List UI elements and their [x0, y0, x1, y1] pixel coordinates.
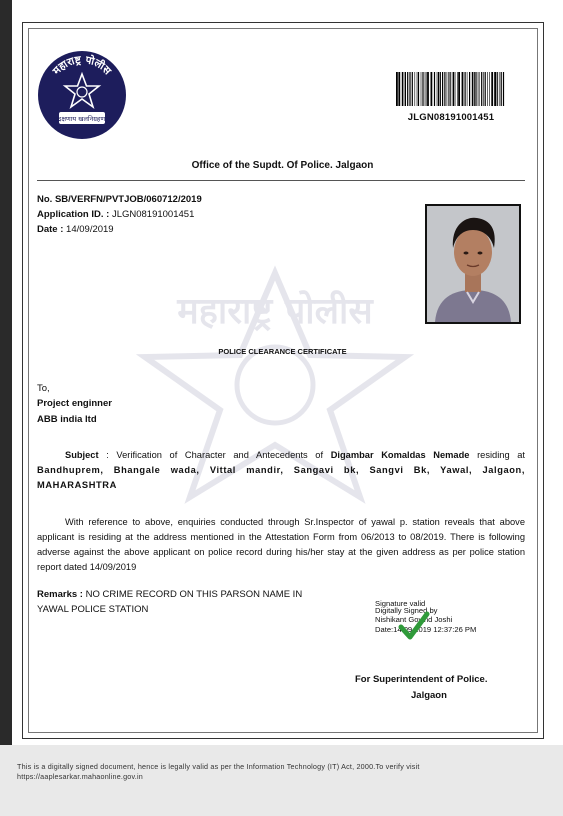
recipient-salutation: To, — [37, 383, 50, 394]
subject-paragraph — [37, 448, 525, 493]
remarks-line-2: YAWAL POLICE STATION — [37, 604, 149, 615]
applicant-address: Bandhuprem, Bhangale wada, Vittal mandir, Sangavi bk, Sangvi Bk, Yawal, Jalgaon, MAHARASHTRA — [37, 465, 525, 490]
header-divider — [37, 180, 525, 181]
remarks-line — [37, 589, 302, 600]
footer-notice-line: This is a digitally signed document, hence is legally valid as per the Information Technology (IT) Act, 2000.To verify visit — [17, 762, 420, 771]
office-title: Office of the Supdt. Of Police. Jalgaon — [191, 160, 374, 171]
application-id-label: Application ID. : — [37, 209, 110, 220]
barcode-number: JLGN08191001451 — [407, 112, 495, 123]
recipient-designation: Project enginner — [37, 398, 112, 409]
watermark-text: महाराष्ट्र पोलीस — [177, 291, 373, 332]
signature-status: Signature valid — [375, 599, 426, 608]
applicant-name: Digambar Komaldas Nemade — [330, 450, 470, 460]
remarks-text: NO CRIME RECORD ON THIS PARSON NAME IN — [82, 589, 303, 600]
issue-date — [37, 224, 114, 235]
page-edge — [0, 0, 12, 745]
signature-signer: Nishikant Govind Joshi — [375, 615, 453, 624]
subject-text: : Verification of Character and Antecedents of — [98, 450, 331, 460]
digital-signature-notice — [17, 762, 547, 781]
portrait-image — [427, 206, 519, 322]
emblem-top-text: महाराष्ट्र पोलीस — [50, 53, 114, 78]
recipient-company: ABB india ltd — [37, 414, 97, 425]
verification-paragraph: With reference to above, enquiries conducted through Sr.Inspector of yawal p. station reveals that above applicant is residing at the address mentioned in the Attestation Form from 06/2013 to 08/2019. There is following adverse against the above applicant on police record during his/her stay at the given address as per police station report dated 14/09/2019 — [37, 517, 525, 572]
application-id-value: JLGN08191001451 — [109, 209, 195, 220]
emblem-motto: सद्रक्षणाय खलनिग्रहणाय — [53, 115, 111, 123]
maharashtra-police-emblem — [37, 50, 127, 140]
signature-signed-by: Digitally Signed by — [375, 606, 438, 615]
reference-number: No. SB/VERFN/PVTJOB/060712/2019 — [37, 194, 202, 205]
authority-city: Jalgaon — [411, 690, 447, 701]
barcode — [396, 72, 506, 106]
issue-date-value: 14/09/2019 — [63, 224, 114, 235]
verification-link: https://aaplesarkar.mahaonline.gov.in — [17, 771, 143, 781]
remarks-label: Remarks : — [37, 589, 83, 600]
issue-date-label: Date : — [37, 224, 64, 235]
applicant-photo — [425, 204, 521, 324]
signature-date: Date:14.09.2019 12:37:26 PM — [375, 625, 477, 634]
certificate-title: POLICE CLEARANCE CERTIFICATE — [218, 347, 347, 356]
signature-valid-check-icon — [398, 610, 430, 642]
authority-title: For Superintendent of Police. — [355, 674, 488, 685]
application-id — [37, 209, 194, 220]
subject-label: Subject — [65, 450, 99, 460]
subject-residing: residing at — [469, 450, 526, 460]
